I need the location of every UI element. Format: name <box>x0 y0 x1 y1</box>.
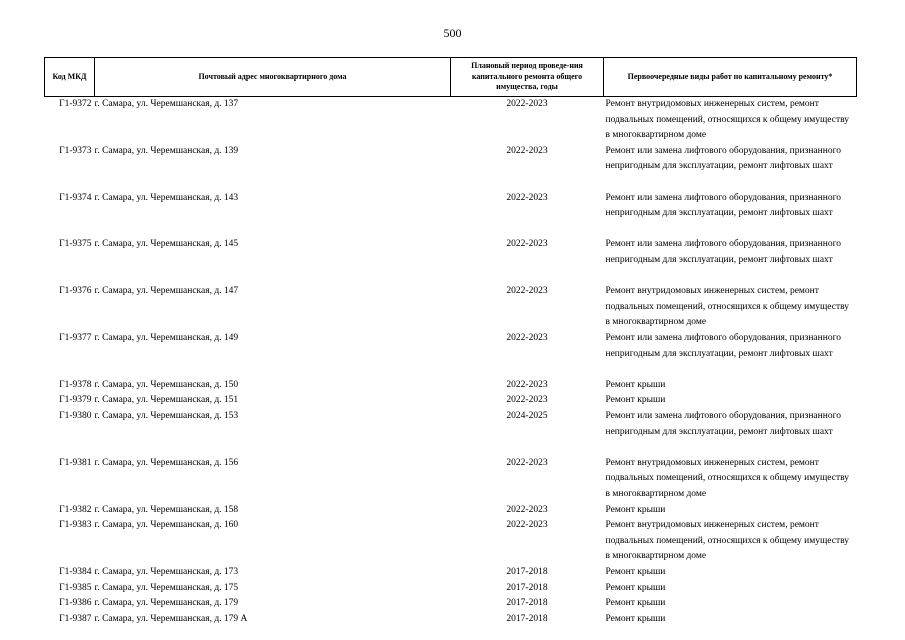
table-row <box>45 331 857 378</box>
cell-period: 2022-2023 <box>506 145 548 156</box>
table-row <box>45 191 857 238</box>
cell-works: Ремонт внутридомовых инженерных систем, ремонт подвальных помещений, относящихся к общему имуществу в многоквартирном доме <box>605 99 850 141</box>
table-row <box>45 237 857 284</box>
cell-works: Ремонт или замена лифтового оборудования, признанного непригодным для эксплуатации, ремонт лифтовых шахт <box>605 192 841 219</box>
cell-works: Ремонт или замена лифтового оборудования, признанного непригодным для эксплуатации, ремонт лифтовых шахт <box>605 145 841 172</box>
table-row <box>45 144 857 191</box>
cell-address: г. Самара, ул. Черемшанская, д. 150 <box>94 379 239 390</box>
cell-works: Ремонт крыши <box>605 598 666 609</box>
table-row <box>45 284 857 331</box>
table-body <box>45 97 857 628</box>
cell-works: Ремонт крыши <box>605 379 666 390</box>
cell-works: Ремонт внутридомовых инженерных систем, ремонт подвальных помещений, относящихся к общему имуществу в многоквартирном доме <box>605 520 850 562</box>
table-row <box>45 409 857 456</box>
cell-works: Ремонт крыши <box>605 613 666 624</box>
page-number: 500 <box>443 26 462 40</box>
table-row <box>45 97 857 144</box>
cell-period: 2022-2023 <box>506 192 548 203</box>
cell-period: 2024-2025 <box>506 410 548 421</box>
cell-works: Ремонт или замена лифтового оборудования, признанного непригодным для эксплуатации, ремонт лифтовых шахт <box>605 410 841 437</box>
cell-address: г. Самара, ул. Черемшанская, д. 147 <box>94 286 239 297</box>
cell-code: Г1-9382 <box>59 504 92 515</box>
cell-period: 2022-2023 <box>506 457 548 468</box>
cell-code: Г1-9379 <box>59 395 92 406</box>
cell-works: Ремонт крыши <box>605 582 666 593</box>
cell-code: Г1-9386 <box>59 598 92 609</box>
table-row <box>45 503 857 519</box>
cell-period: 2022-2023 <box>506 286 548 297</box>
table-row <box>45 518 857 565</box>
table-header <box>45 58 857 97</box>
cell-period: 2022-2023 <box>506 99 548 109</box>
cell-period: 2022-2023 <box>506 395 548 406</box>
cell-code: Г1-9384 <box>59 566 92 577</box>
cell-address: г. Самара, ул. Черемшанская, д. 179 <box>94 598 239 609</box>
capital-repair-table <box>44 57 857 627</box>
cell-code: Г1-9375 <box>59 239 92 250</box>
cell-code: Г1-9383 <box>59 520 92 531</box>
cell-address: г. Самара, ул. Черемшанская, д. 175 <box>94 582 239 593</box>
cell-period: 2022-2023 <box>506 239 548 250</box>
cell-address: г. Самара, ул. Черемшанская, д. 137 <box>94 99 239 109</box>
cell-works: Ремонт крыши <box>605 395 666 406</box>
cell-period: 2017-2018 <box>506 566 548 577</box>
header-address: Почтовый адрес многоквартирного дома <box>95 58 451 97</box>
header-period: Плановый период проведе-ния капитального ремонта общего имущества, годы <box>451 58 604 97</box>
cell-works: Ремонт крыши <box>605 504 666 515</box>
cell-address: г. Самара, ул. Черемшанская, д. 160 <box>94 520 239 531</box>
cell-address: г. Самара, ул. Черемшанская, д. 173 <box>94 566 239 577</box>
table-row <box>45 378 857 394</box>
cell-address: г. Самара, ул. Черемшанская, д. 149 <box>94 332 239 343</box>
cell-address: г. Самара, ул. Черемшанская, д. 156 <box>94 457 239 468</box>
cell-address: г. Самара, ул. Черемшанская, д. 151 <box>94 395 239 406</box>
cell-code: Г1-9380 <box>59 410 92 421</box>
cell-address: г. Самара, ул. Черемшанская, д. 153 <box>94 410 239 421</box>
cell-period: 2017-2018 <box>506 598 548 609</box>
cell-code: Г1-9381 <box>59 457 92 468</box>
cell-code: Г1-9374 <box>59 192 92 203</box>
cell-address: г. Самара, ул. Черемшанская, д. 179 А <box>94 613 248 624</box>
cell-works: Ремонт внутридомовых инженерных систем, ремонт подвальных помещений, относящихся к общему имуществу в многоквартирном доме <box>605 286 850 328</box>
cell-address: г. Самара, ул. Черемшанская, д. 145 <box>94 239 239 250</box>
header-works: Первоочередные виды работ по капитальному ремонту* <box>604 58 857 97</box>
cell-works: Ремонт или замена лифтового оборудования, признанного непригодным для эксплуатации, ремонт лифтовых шахт <box>605 332 841 359</box>
cell-code: Г1-9373 <box>59 145 92 156</box>
cell-period: 2022-2023 <box>506 504 548 515</box>
table-header-row <box>45 58 857 97</box>
cell-code: Г1-9376 <box>59 286 92 297</box>
cell-period: 2022-2023 <box>506 520 548 531</box>
table-row <box>45 596 857 612</box>
cell-period: 2022-2023 <box>506 332 548 343</box>
table-row <box>45 565 857 581</box>
header-code: Код МКД <box>45 58 95 97</box>
cell-period: 2022-2023 <box>506 379 548 390</box>
cell-code: Г1-9378 <box>59 379 92 390</box>
cell-address: г. Самара, ул. Черемшанская, д. 143 <box>94 192 239 203</box>
cell-period: 2017-2018 <box>506 613 548 624</box>
cell-period: 2017-2018 <box>506 582 548 593</box>
table-row <box>45 456 857 503</box>
table-row <box>45 581 857 597</box>
cell-code: Г1-9377 <box>59 332 92 343</box>
table-row <box>45 393 857 409</box>
cell-works: Ремонт внутридомовых инженерных систем, ремонт подвальных помещений, относящихся к общему имуществу в многоквартирном доме <box>605 457 850 499</box>
cell-code: Г1-9385 <box>59 582 92 593</box>
cell-code: Г1-9372 <box>59 99 92 109</box>
cell-address: г. Самара, ул. Черемшанская, д. 158 <box>94 504 239 515</box>
cell-works: Ремонт или замена лифтового оборудования, признанного непригодным для эксплуатации, ремонт лифтовых шахт <box>605 239 841 265</box>
cell-works: Ремонт крыши <box>605 566 666 577</box>
cell-code: Г1-9387 <box>59 613 92 624</box>
table-row <box>45 612 857 628</box>
cell-address: г. Самара, ул. Черемшанская, д. 139 <box>94 145 239 156</box>
